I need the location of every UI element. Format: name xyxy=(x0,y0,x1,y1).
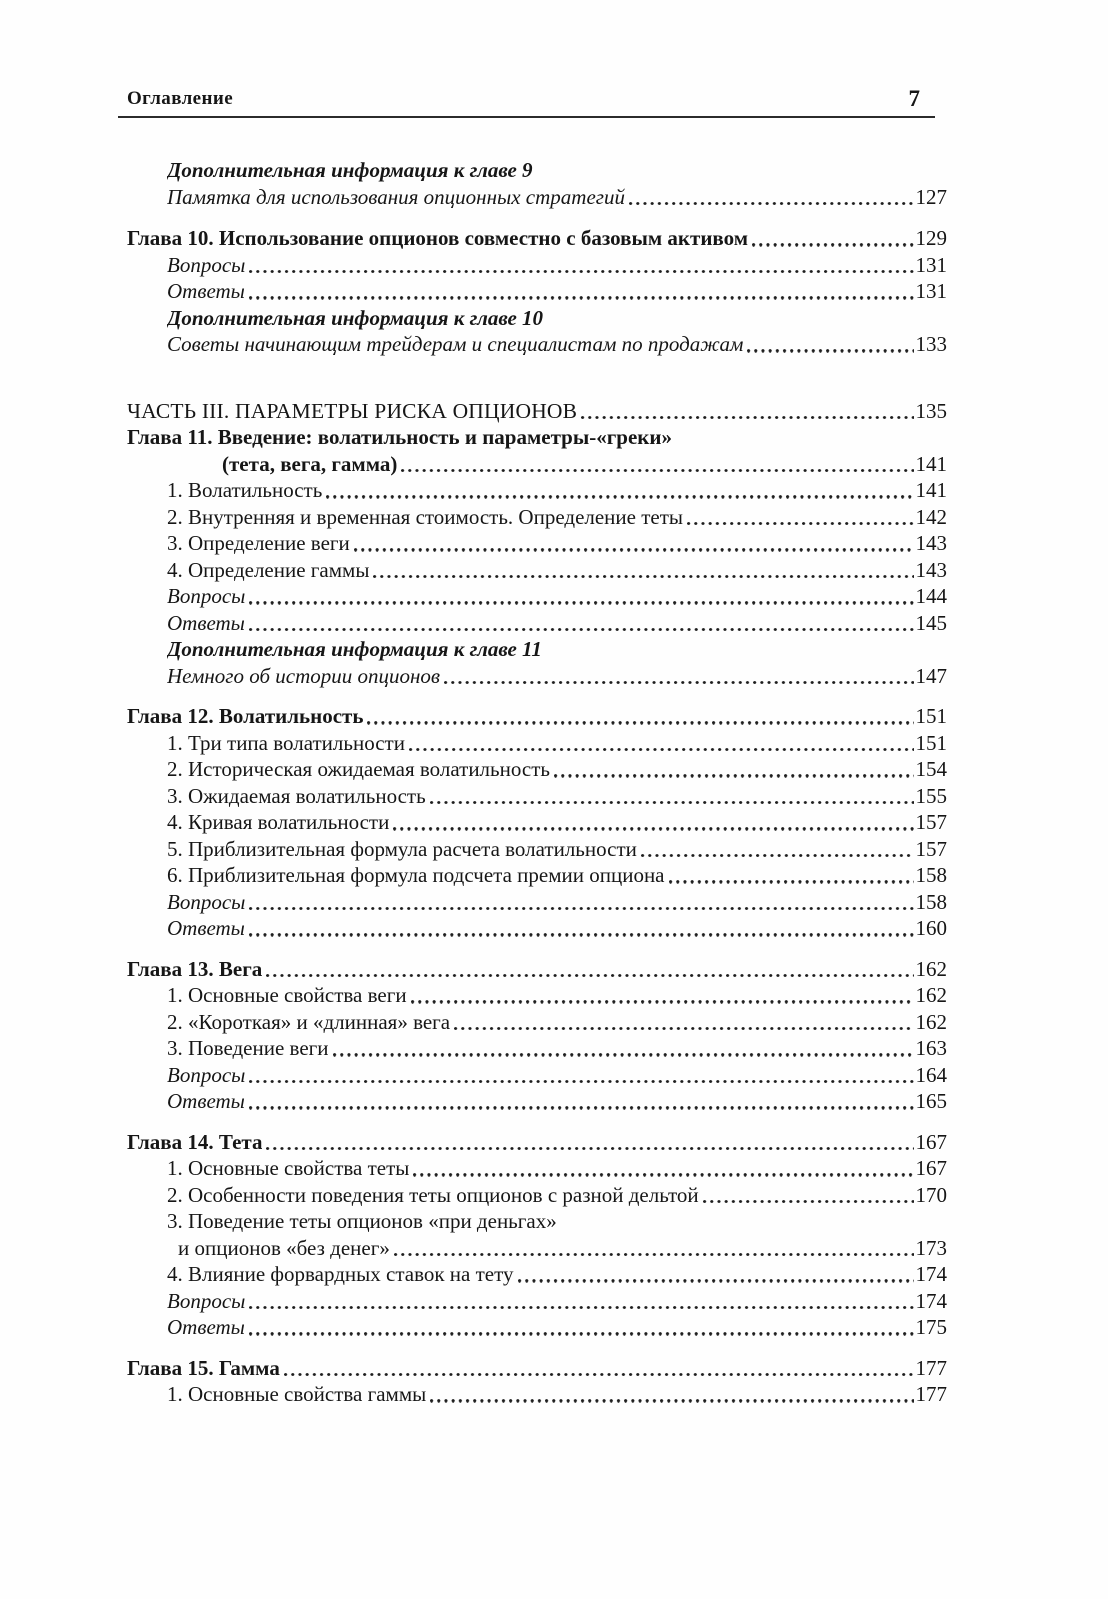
toc-entry xyxy=(127,557,947,584)
toc-entry xyxy=(127,730,947,757)
toc-entry-label: Вопросы xyxy=(167,584,246,608)
toc-entry xyxy=(127,663,947,690)
toc-entry-page: 158 xyxy=(915,889,947,914)
toc-entry-label: 2. «Короткая» и «длинная» вега xyxy=(167,1009,451,1034)
toc-entry-page: 162 xyxy=(915,956,947,981)
dot-leader xyxy=(367,721,913,724)
toc-entry-page: 142 xyxy=(915,504,947,529)
toc-entry-label: и опционов «без денег» xyxy=(178,1235,390,1260)
toc-entry-page: 173 xyxy=(915,1235,947,1260)
toc-entry xyxy=(127,583,947,610)
dot-leader xyxy=(249,907,913,910)
dot-leader xyxy=(284,1373,914,1376)
toc-entry-label: 3. Ожидаемая волатильность xyxy=(167,783,426,808)
dot-leader xyxy=(401,469,913,472)
toc-entry xyxy=(127,1208,947,1235)
toc-entry-label: Глава 15. Гамма xyxy=(127,1355,280,1380)
toc-entry-label: 1. Основные свойства теты xyxy=(167,1156,410,1180)
toc-entry-page: 143 xyxy=(915,531,947,555)
toc-entry-page: 144 xyxy=(915,584,947,608)
toc-entry-page: 143 xyxy=(915,557,947,582)
toc-entry xyxy=(127,477,947,504)
toc-entry-chapter-10 xyxy=(127,225,947,252)
toc-entry-label: 3. Поведение веги xyxy=(167,1036,329,1060)
toc-entry-label: 1. Основные свойства веги xyxy=(167,983,407,1007)
toc-entry-page: 164 xyxy=(915,1062,947,1087)
toc-entry-page: 133 xyxy=(915,332,947,356)
toc-entry-page: 162 xyxy=(915,983,947,1007)
toc-entry-label: 1. Три типа волатильности xyxy=(167,730,405,755)
dot-leader xyxy=(333,1053,914,1056)
dot-leader xyxy=(249,1106,914,1109)
dot-leader xyxy=(393,827,913,830)
toc-entry-label: Дополнительная информация к главе 10 xyxy=(167,305,544,330)
toc-entry-label: 1. Основные свойства гаммы xyxy=(167,1382,427,1406)
toc-entry-label: Немного об истории опционов xyxy=(167,663,441,688)
toc-entry-label: 4. Влияние форвардных ставок на тету xyxy=(167,1262,514,1286)
toc-entry-chapter-12 xyxy=(127,703,947,730)
toc-entry xyxy=(127,915,947,942)
toc-entry-page: 163 xyxy=(915,1036,947,1060)
toc-entry-continuation xyxy=(127,1235,947,1262)
toc-entry-label: Глава 10. Использование опционов совместно с базовым активом xyxy=(127,226,749,250)
dot-leader xyxy=(430,801,914,804)
dot-leader xyxy=(413,1173,913,1176)
toc-entry xyxy=(127,1314,947,1341)
toc-entry-label: Советы начинающим трейдерам и специалистам по продажам xyxy=(167,332,744,356)
toc-entry xyxy=(127,1035,947,1062)
page-number: 7 xyxy=(908,86,920,111)
toc-entry xyxy=(127,305,947,332)
toc-entry-page: 177 xyxy=(915,1382,947,1406)
dot-leader xyxy=(394,1253,914,1256)
toc-entry xyxy=(127,982,947,1009)
toc-entry xyxy=(127,809,947,836)
toc-entry-page: 155 xyxy=(915,783,947,808)
toc-entry-label: Вопросы xyxy=(167,1288,246,1313)
toc-entry-label: Ответы xyxy=(167,916,245,940)
dot-leader xyxy=(249,1080,913,1083)
toc-entry-label: Дополнительная информация к главе 9 xyxy=(167,158,533,182)
toc-entry-chapter-11 xyxy=(127,424,947,451)
toc-entry-label: Глава 11. Введение: волатильность и параметры-«греки» xyxy=(127,425,672,449)
dot-leader xyxy=(641,854,914,857)
content-area xyxy=(127,88,947,1408)
dot-leader xyxy=(266,1147,913,1150)
toc-entry-page: 167 xyxy=(915,1156,947,1180)
dot-leader xyxy=(249,1306,913,1309)
toc-entry-label: Ответы xyxy=(167,1089,245,1113)
dot-leader xyxy=(249,270,913,273)
dot-leader xyxy=(249,933,914,936)
toc-entry xyxy=(127,451,947,478)
toc-entry-label: Вопросы xyxy=(167,252,246,277)
dot-leader xyxy=(249,628,914,631)
toc-entry-label: ЧАСТЬ III. ПАРАМЕТРЫ РИСКА ОПЦИОНОВ xyxy=(127,398,578,423)
toc-entry xyxy=(127,331,947,358)
dot-leader xyxy=(687,522,913,525)
toc-entry-page: 174 xyxy=(915,1262,947,1286)
toc-entry xyxy=(127,610,947,637)
toc-entry xyxy=(127,636,947,663)
table-of-contents xyxy=(127,157,947,1408)
toc-entry-chapter-14 xyxy=(127,1129,947,1156)
running-title: Оглавление xyxy=(127,88,234,109)
toc-entry xyxy=(127,1261,947,1288)
dot-leader xyxy=(581,416,913,419)
toc-entry-label: (тета, вега, гамма) xyxy=(222,451,398,476)
toc-entry-page: 170 xyxy=(915,1182,947,1207)
toc-entry-label: 2. Внутренняя и временная стоимость. Определение теты xyxy=(167,504,684,529)
toc-entry-page: 141 xyxy=(915,451,947,476)
toc-entry-page: 160 xyxy=(915,916,947,940)
toc-entry xyxy=(127,889,947,916)
toc-entry-label: Ответы xyxy=(167,1315,245,1339)
dot-leader xyxy=(266,974,913,977)
toc-entry-part-3 xyxy=(127,398,947,425)
toc-entry-chapter-15 xyxy=(127,1355,947,1382)
header-rule xyxy=(118,116,935,118)
toc-entry-label: Глава 12. Волатильность xyxy=(127,704,364,728)
toc-entry-page: 147 xyxy=(915,663,947,688)
toc-entry-page: 157 xyxy=(915,836,947,861)
toc-entry-label: 2. Особенности поведения теты опционов с разной дельтой xyxy=(167,1182,699,1207)
toc-entry-label: 1. Волатильность xyxy=(167,478,323,502)
dot-leader xyxy=(518,1279,914,1282)
toc-entry-label: 2. Историческая ожидаемая волатильность xyxy=(167,757,550,781)
toc-entry-page: 174 xyxy=(915,1288,947,1313)
toc-entry-label: Ответы xyxy=(167,610,245,635)
dot-leader xyxy=(629,202,914,205)
toc-entry xyxy=(127,783,947,810)
toc-entry xyxy=(127,756,947,783)
toc-entry-page: 162 xyxy=(915,1009,947,1034)
dot-leader xyxy=(326,495,913,498)
toc-entry-page: 145 xyxy=(915,610,947,635)
toc-entry-label: Вопросы xyxy=(167,1062,246,1087)
toc-entry xyxy=(127,184,947,211)
toc-entry xyxy=(127,1381,947,1408)
toc-entry-chapter-13 xyxy=(127,956,947,983)
toc-entry xyxy=(127,1288,947,1315)
toc-entry-label: 6. Приблизительная формула подсчета премии опциона xyxy=(167,863,665,887)
toc-entry-label: 3. Определение веги xyxy=(167,531,350,555)
toc-entry-label: Памятка для использования опционных стратегий xyxy=(167,184,625,209)
toc-entry xyxy=(127,504,947,531)
toc-entry xyxy=(127,1088,947,1115)
toc-entry-label: Ответы xyxy=(167,279,245,303)
toc-entry-label: 3. Поведение теты опционов «при деньгах» xyxy=(167,1209,557,1233)
dot-leader xyxy=(249,1332,914,1335)
dot-leader xyxy=(373,575,913,578)
toc-entry-page: 131 xyxy=(915,252,947,277)
toc-entry-page: 157 xyxy=(915,810,947,834)
toc-entry-page: 158 xyxy=(915,863,947,887)
dot-leader xyxy=(747,349,913,352)
toc-entry-label: Вопросы xyxy=(167,889,246,914)
toc-entry-page: 135 xyxy=(915,398,947,423)
toc-entry-label: Дополнительная информация к главе 11 xyxy=(167,637,542,661)
toc-entry-page: 175 xyxy=(915,1315,947,1339)
toc-entry xyxy=(127,530,947,557)
toc-entry xyxy=(127,1155,947,1182)
toc-entry xyxy=(127,278,947,305)
dot-leader xyxy=(411,1000,914,1003)
toc-entry-page: 165 xyxy=(915,1089,947,1113)
toc-entry-page: 141 xyxy=(915,478,947,502)
dot-leader xyxy=(752,243,913,246)
dot-leader xyxy=(669,880,914,883)
toc-entry-label: 4. Определение гаммы xyxy=(167,557,370,582)
dot-leader xyxy=(249,296,914,299)
toc-entry-label: 4. Кривая волатильности xyxy=(167,810,390,834)
toc-entry xyxy=(127,1009,947,1036)
toc-entry-page: 151 xyxy=(915,730,947,755)
toc-entry-label: Глава 13. Вега xyxy=(127,956,263,981)
dot-leader xyxy=(444,681,913,684)
toc-entry-page: 154 xyxy=(915,757,947,781)
toc-entry-page: 177 xyxy=(915,1355,947,1380)
toc-entry-label: 5. Приблизительная формула расчета волатильности xyxy=(167,836,637,861)
toc-entry-page: 129 xyxy=(915,226,947,250)
toc-entry xyxy=(127,252,947,279)
toc-entry xyxy=(127,157,947,184)
dot-leader xyxy=(703,1200,914,1203)
toc-entry xyxy=(127,862,947,889)
dot-leader xyxy=(554,774,914,777)
toc-entry-page: 131 xyxy=(915,279,947,303)
toc-entry-label: Глава 14. Тета xyxy=(127,1129,263,1154)
running-header xyxy=(127,88,947,110)
dot-leader xyxy=(249,601,913,604)
dot-leader xyxy=(409,748,914,751)
toc-entry xyxy=(127,836,947,863)
toc-entry xyxy=(127,1062,947,1089)
dot-leader xyxy=(430,1399,913,1402)
toc-entry xyxy=(127,1182,947,1209)
toc-entry-page: 151 xyxy=(915,704,947,728)
dot-leader xyxy=(454,1027,913,1030)
toc-entry-page: 167 xyxy=(915,1129,947,1154)
dot-leader xyxy=(354,548,914,551)
toc-entry-page: 127 xyxy=(915,184,947,209)
